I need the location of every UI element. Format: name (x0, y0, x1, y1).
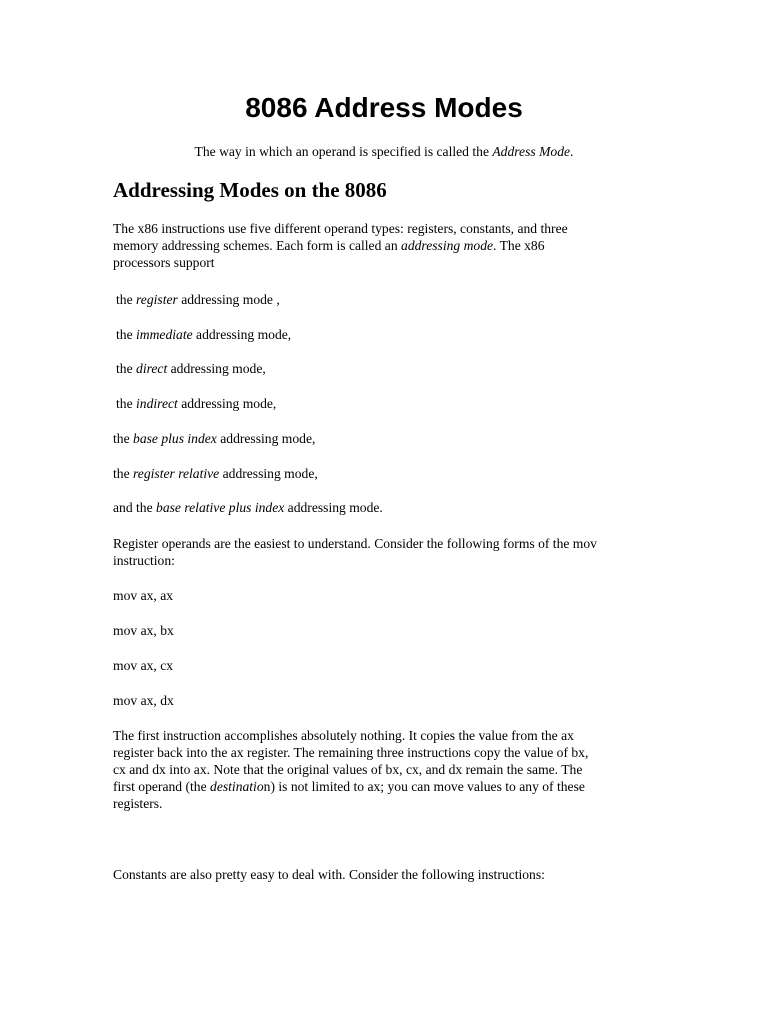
subtitle-text: The way in which an operand is specified is called the (194, 144, 493, 159)
register-intro-line-1: Register operands are the easiest to understand. Consider the following forms of the mov (113, 536, 597, 551)
explanation-line-1: The first instruction accomplishes absolutely nothing. It copies the value from the ax (113, 728, 574, 743)
explanation-line-2: register back into the ax register. The remaining three instructions copy the value of bx, (113, 745, 589, 760)
intro-line-2: memory addressing schemes. Each form is called an addressing mode. The x86 (113, 238, 545, 253)
mode-item-immediate: the immediate addressing mode, (116, 327, 292, 342)
page-title: 8086 Address Modes (245, 92, 523, 123)
code-line: mov ax, ax (113, 588, 174, 603)
intro-emphasis: addressing mode (401, 238, 494, 253)
section-heading: Addressing Modes on the 8086 (113, 178, 387, 202)
mode-item-base-plus-index: the base plus index addressing mode, (113, 431, 316, 446)
intro-line-3: processors support (113, 255, 215, 270)
mode-item-indirect: the indirect addressing mode, (116, 396, 277, 411)
mode-item-direct: the direct addressing mode, (116, 361, 266, 376)
mode-item-base-relative-plus-index: and the base relative plus index addressing mode. (113, 500, 383, 515)
mode-item-register: the register addressing mode , (116, 292, 280, 307)
code-line: mov ax, dx (113, 693, 174, 708)
intro-line-1: The x86 instructions use five different operand types: registers, constants, and three (113, 221, 568, 236)
register-intro-line-2: instruction: (113, 553, 175, 568)
subtitle-emphasis: Address Mode (492, 144, 571, 159)
code-line: mov ax, cx (113, 658, 174, 673)
intro-paragraph (113, 220, 658, 271)
subtitle (0, 143, 768, 161)
explanation-line-4: first operand (the destination) is not limited to ax; you can move values to any of these (113, 779, 585, 794)
code-line: mov ax, bx (113, 623, 174, 638)
subtitle-end: . (570, 144, 574, 159)
explanation-line-3: cx and dx into ax. Note that the original values of bx, cx, and dx remain the same. The (113, 762, 583, 777)
explanation-paragraph (113, 727, 658, 812)
register-intro-paragraph (113, 535, 658, 569)
constants-intro: Constants are also pretty easy to deal with. Consider the following instructions: (113, 867, 545, 882)
explanation-line-5: registers. (113, 796, 163, 811)
mode-item-register-relative: the register relative addressing mode, (113, 466, 318, 481)
destination-emphasis: destinatio (210, 779, 264, 794)
